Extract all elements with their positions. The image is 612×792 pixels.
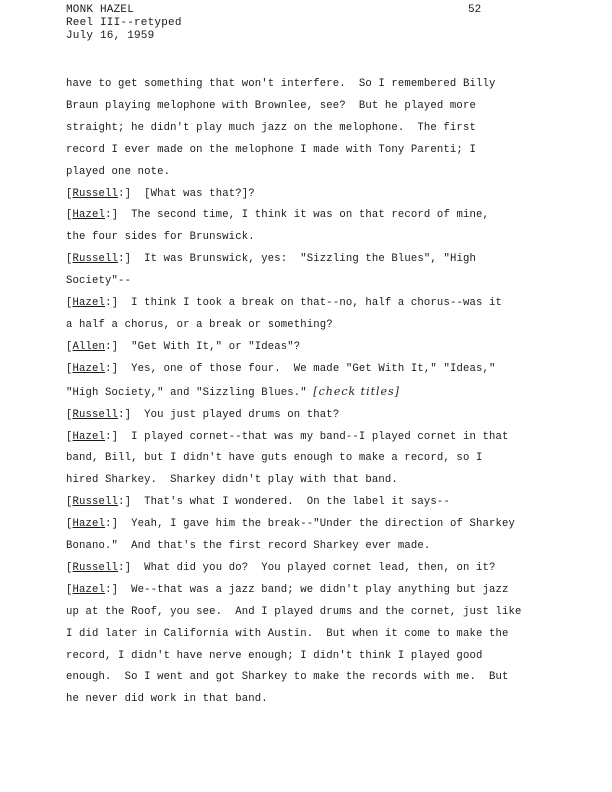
line-text: Braun playing melophone with Brownlee, see? But he played more [66,99,476,112]
transcript-line [66,470,556,492]
speaker-label: [Russell:] [66,408,132,421]
speaker-name: Russell [72,496,119,509]
document-header [66,4,182,43]
header-interviewee: MONK HAZEL [66,4,135,16]
speaker-label: [Allen:] [66,340,119,353]
speaker-name: Russell [72,187,119,200]
transcript-line [66,492,556,514]
transcript-line [66,96,556,118]
speaker-label: [Hazel:] [66,430,119,443]
speaker-name: Hazel [72,297,106,310]
line-text: the four sides for Brunswick. [66,231,255,244]
speaker-label: [Russell:] [66,561,132,574]
line-text: have to get something that won't interfere. So I remembered Billy [66,78,496,90]
line-text: straight; he didn't play much jazz on the melophone. The first [66,121,476,134]
speaker-label: [Hazel:] [66,583,119,596]
speaker-label: [Hazel:] [66,518,119,531]
line-text: played one note. [66,165,171,178]
line-text: record I ever made on the melophone I made with Tony Parenti; I [66,143,476,156]
line-text: I did later in California with Austin. But when it come to make the [66,627,509,640]
speaker-name: Russell [72,561,119,574]
speaker-name: Hazel [72,518,106,531]
speaker-label: [Hazel:] [66,209,119,222]
handwritten-annotation: [check titles] [313,384,400,398]
transcript-line [66,646,556,668]
line-text: hired Sharkey. Sharkey didn't play with that band. [66,474,398,487]
line-text: That's what I wondered. On the label it says-- [131,496,450,509]
transcript-line [66,359,556,381]
transcript-line [66,118,556,140]
line-text: record, I didn't have nerve enough; I didn't think I played good [66,649,483,662]
transcript-line [66,227,556,249]
line-text: enough. So I went and got Sharkey to make the records with me. But [66,671,509,684]
speaker-name: Russell [72,253,119,266]
line-text: Yes, one of those four. We made "Get With It," "Ideas," [118,362,496,375]
line-text: What did you do? You played cornet lead, then, on it? [131,561,496,574]
line-text: Yeah, I gave him the break--"Under the direction of Sharkey [118,518,516,531]
header-date: July 16, 1959 [66,30,155,42]
transcript-line [66,162,556,184]
transcript-line [66,184,556,206]
line-text: he never did work in that band. [66,693,268,706]
transcript-line [66,536,556,558]
transcript-line [66,74,556,96]
speaker-name: Hazel [72,583,106,596]
line-text: "High Society," and "Sizzling Blues." [66,386,314,399]
transcript-line [66,293,556,315]
line-text: The second time, I think it was on that record of mine, [118,209,489,222]
transcript-line [66,337,556,359]
line-text: I think I took a break on that--no, half a chorus--was it [118,297,503,310]
speaker-label: [Russell:] [66,187,132,200]
speaker-name: Russell [72,408,119,421]
transcript-line [66,140,556,162]
speaker-name: Hazel [72,209,106,222]
line-text: You just played drums on that? [131,408,340,421]
speaker-name: Hazel [72,430,106,443]
line-text: I played cornet--that was my band--I played cornet in that [118,430,509,443]
speaker-label: [Russell:] [66,253,132,266]
line-text: a half a chorus, or a break or something? [66,318,333,331]
transcript-body [66,74,556,711]
line-text: We--that was a jazz band; we didn't play anything but jazz [118,583,509,596]
speaker-name: Hazel [72,362,106,375]
line-text: up at the Roof, you see. And I played drums and the cornet, just like [66,605,522,618]
transcript-line [66,689,556,711]
transcript-line [66,514,556,536]
transcript-line [66,249,556,271]
transcript-line [66,558,556,580]
transcript-line [66,271,556,293]
transcript-line [66,427,556,449]
line-text: "Get With It," or "Ideas"? [118,340,301,353]
transcript-line [66,580,556,602]
header-reel: Reel III--retyped [66,17,182,29]
line-text: band, Bill, but I didn't have guts enough to make a record, so I [66,452,483,465]
transcript-line [66,448,556,470]
transcript-line [66,624,556,646]
line-text: [What was that?]? [131,187,255,200]
transcript-line [66,602,556,624]
transcript-line [66,405,556,427]
page-number: 52 [468,4,482,16]
speaker-name: Allen [72,340,106,353]
speaker-label: [Russell:] [66,496,132,509]
transcript-line [66,381,556,405]
line-text: Bonano." And that's the first record Sharkey ever made. [66,540,431,553]
line-text: Society"-- [66,275,132,288]
line-text: It was Brunswick, yes: "Sizzling the Blues", "High [131,253,476,266]
transcript-line [66,667,556,689]
speaker-label: [Hazel:] [66,297,119,310]
speaker-label: [Hazel:] [66,362,119,375]
transcript-line [66,315,556,337]
transcript-line [66,205,556,227]
